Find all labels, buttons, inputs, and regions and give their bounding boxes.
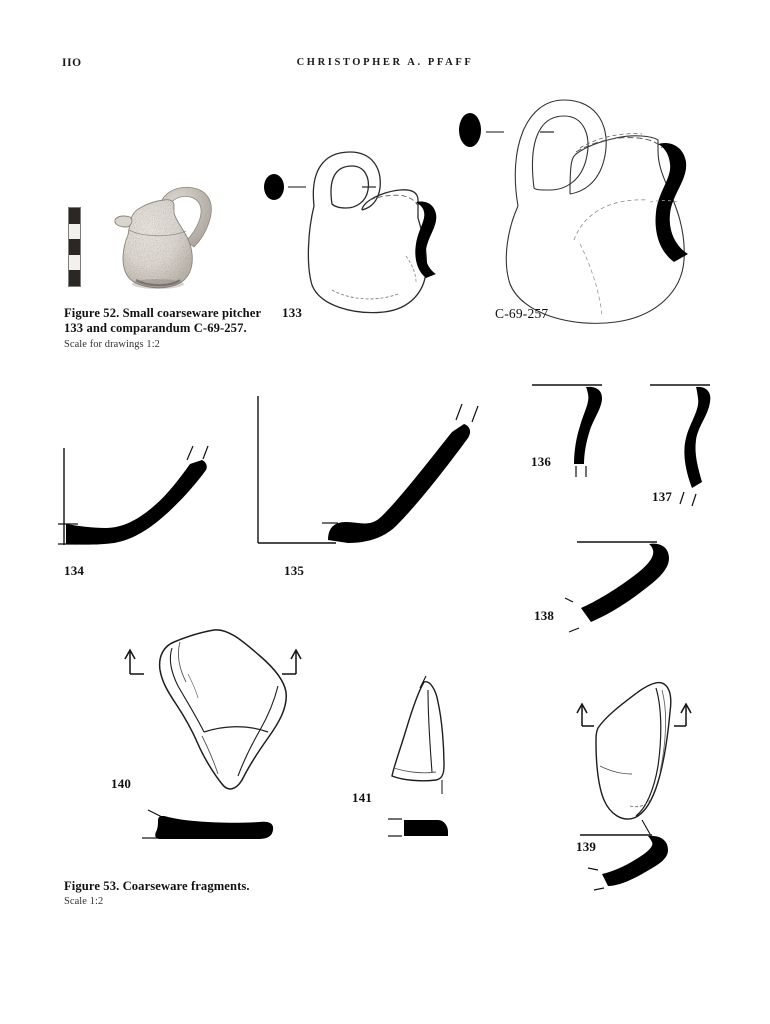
catalog-number-133: 133	[282, 305, 303, 320]
break-hatch-139-c	[594, 888, 604, 890]
section-arrow-140-right	[282, 650, 301, 674]
drawing-c-69-257	[452, 88, 722, 333]
section-fill-137	[684, 387, 710, 488]
figure-53-caption-text: Figure 53. Coarseware fragments.	[64, 879, 250, 893]
figure-52-caption-text: Figure 52. Small coarseware pitcher 133 and comparandum C-69-257.	[64, 306, 261, 336]
section-fill-139	[602, 836, 668, 886]
drawing-138	[565, 532, 695, 637]
drawing-134	[56, 440, 236, 560]
figure-52-caption	[64, 306, 274, 351]
break-hatch-137-a	[680, 492, 684, 504]
section-fill-138	[581, 544, 669, 622]
section-fill-c69257	[656, 143, 688, 262]
catalog-number-137: 137	[652, 489, 673, 504]
section-arrow-139-right	[674, 704, 691, 726]
catalog-number-135: 135	[284, 563, 305, 578]
break-hatch-134-a	[187, 446, 193, 460]
catalog-number-134: 134	[64, 563, 85, 578]
drawing-140-section	[140, 806, 290, 848]
catalog-number-136: 136	[531, 454, 552, 469]
section-fill-136	[574, 387, 602, 464]
drawing-139-section	[578, 828, 708, 890]
break-hatch-138-a	[565, 598, 573, 602]
drawing-135	[250, 388, 500, 553]
page-folio-number: IIO	[62, 57, 82, 69]
figure-53-caption	[64, 879, 324, 909]
drawing-141-section	[386, 812, 466, 844]
pitcher-photograph	[62, 175, 234, 295]
section-arrow-139-left	[577, 704, 594, 726]
section-fill-135	[328, 424, 470, 543]
catalog-number-141: 141	[352, 790, 373, 805]
break-hatch-134-b	[203, 446, 208, 459]
break-hatch-135-a	[456, 404, 462, 420]
section-fill-141	[404, 820, 448, 836]
catalog-number-c-69-257: C-69-257	[495, 306, 549, 321]
catalog-number-139: 139	[576, 839, 597, 854]
section-fill-134	[66, 460, 207, 545]
drawing-133	[258, 140, 473, 330]
pitcher-photo-image	[90, 175, 234, 295]
break-hatch-137-b	[692, 494, 696, 506]
figure-52-scale-note: Scale for drawings 1:2	[64, 338, 160, 350]
handle-section-133	[264, 174, 284, 200]
running-head-author: CHRISTOPHER A. PFAFF	[296, 57, 474, 68]
break-hatch-135-b	[472, 406, 478, 422]
section-arrow-140-left	[125, 650, 144, 674]
drawing-140-sherd	[118, 612, 318, 802]
section-fill-140	[155, 816, 273, 839]
break-hatch-139-b	[588, 868, 598, 870]
break-hatch-138-b	[569, 628, 579, 632]
photo-scale-bar	[68, 207, 81, 287]
handle-section-c69257	[459, 113, 481, 147]
drawing-139-sherd	[570, 678, 700, 838]
catalog-number-138: 138	[534, 608, 555, 623]
catalog-number-140: 140	[111, 776, 132, 791]
drawing-141-sherd	[386, 676, 476, 806]
figure-53-scale-note: Scale 1:2	[64, 896, 104, 908]
